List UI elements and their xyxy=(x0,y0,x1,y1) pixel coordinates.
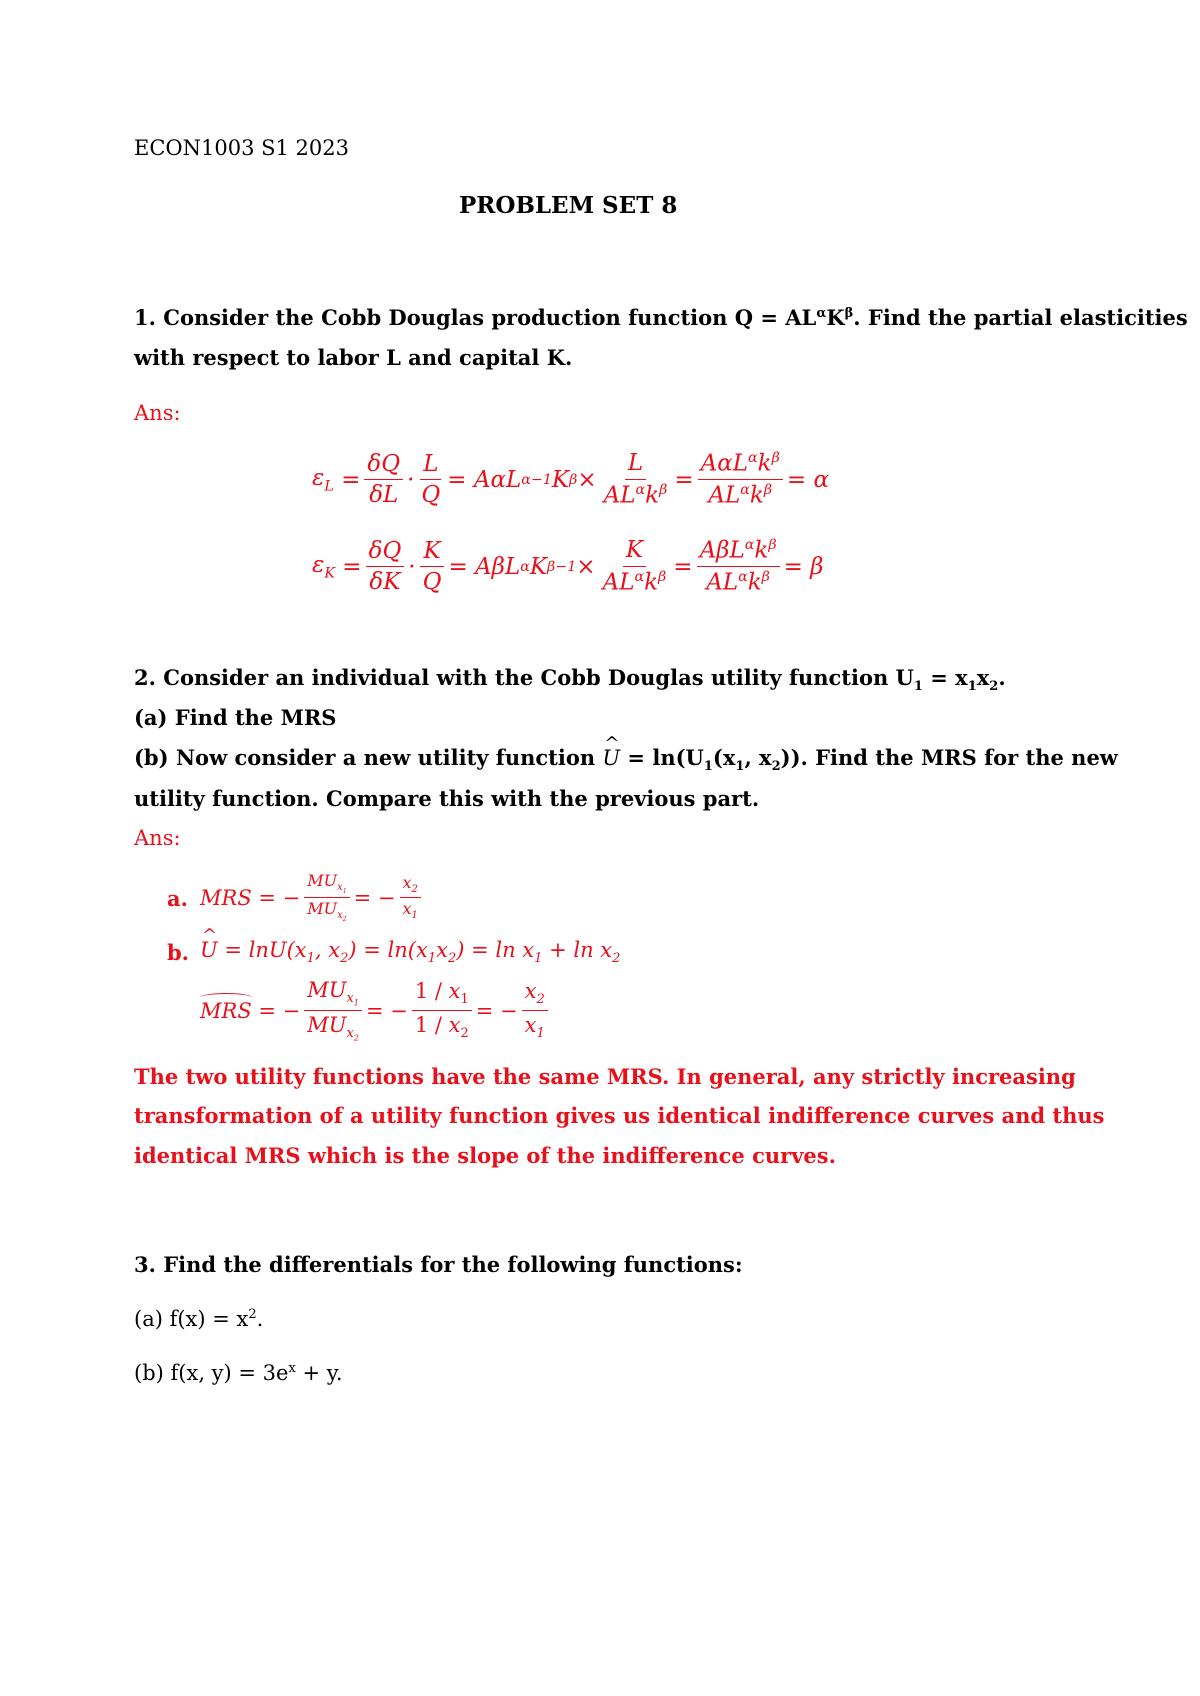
q2-mid2: x xyxy=(976,665,990,690)
q2b-start: (b) Now consider a new utility function xyxy=(134,745,603,770)
question-2-part-b-line-2: utility function. Compare this with the previous part. xyxy=(134,786,760,811)
question-2-line-1 xyxy=(134,665,1006,694)
q1-beta: β xyxy=(844,306,854,321)
q2b-u-hat: ^ U xyxy=(602,746,620,770)
log-utility-equation: ^ $U = \ln U(x_1$, $x_2) = \ln(x_1x_2) = \ln x_1 + \ln x_2$ xyxy=(200,938,620,966)
q1-text-end: . Find the partial elasticities xyxy=(853,305,1188,330)
q2b-x1: 1 xyxy=(735,759,745,775)
q1-answer-label: Ans: xyxy=(134,401,181,425)
q1-k: K xyxy=(826,305,845,330)
q1-alpha: α xyxy=(816,306,827,321)
question-3-part-a xyxy=(134,1307,263,1331)
q2-end: . xyxy=(998,665,1006,690)
elasticity-capital-equation: $\varepsilon_K$ = $\frac{\delta Q}{\delta K}$ · $\frac{K}{Q}$ = AβL α K β−1 × $\frac{K}{AL^\alpha k^\beta}$ = $\frac{A\beta L^\alpha k^\beta}{AL^\alpha k^\beta}$ = β xyxy=(312,537,824,596)
question-2-part-b xyxy=(134,745,1118,774)
q2b-end: )). Find the MRS for the new xyxy=(780,745,1118,770)
q2b-args: (x xyxy=(712,745,736,770)
q2b-mid: = ln(U xyxy=(620,745,704,770)
q3b-end: + y. xyxy=(295,1361,343,1385)
conclusion-line-1: The two utility functions have the same MRS. In general, any strictly increasing xyxy=(134,1064,1076,1089)
q2b-comma: , x xyxy=(744,745,772,770)
q1-text: 1. Consider the Cobb Douglas production function Q = AL xyxy=(134,305,817,330)
q2-sub1: 1 xyxy=(913,679,923,695)
new-mrs-equation: MRS = − $\frac{MU_{x_1}}{MU_{x_2}}$ = − $\frac{1 / x_1}{1 / x_2}$ = − $\frac{x_2}{x_1}$ xyxy=(200,978,552,1043)
q3a-end: . xyxy=(256,1307,264,1331)
q2-mid: = x xyxy=(922,665,968,690)
q2-label-a: a. xyxy=(167,886,188,911)
q3a-text: (a) f(x) = x xyxy=(134,1307,249,1331)
q2-sub2: 1 xyxy=(967,679,977,695)
question-1-line-2: with respect to labor L and capital K. xyxy=(134,345,573,370)
q2b-x2: 2 xyxy=(771,759,781,775)
page-title: PROBLEM SET 8 xyxy=(459,192,678,219)
elasticity-labor-equation: $\varepsilon_L$ = $\frac{\delta Q}{\delta L}$ · $\frac{L}{Q}$ = AαL α−1 K β × $\frac{L}{AL^\alpha k^\beta}$ = $\frac{A\alpha L^\alpha k^\beta}{AL^\alpha k^\beta}$ = α xyxy=(312,450,829,509)
q3b-text: (b) f(x, y) = 3e xyxy=(134,1361,289,1385)
question-3-intro: 3. Find the differentials for the following functions: xyxy=(134,1252,743,1277)
q3b-sup: x xyxy=(288,1361,296,1376)
question-1-line-1 xyxy=(134,305,1188,330)
q2-answer-label: Ans: xyxy=(134,826,181,850)
course-code: ECON1003 S1 2023 xyxy=(134,136,349,160)
q3a-sup: 2 xyxy=(248,1307,257,1322)
question-3-part-b xyxy=(134,1361,343,1385)
q2b-sub: 1 xyxy=(703,759,713,775)
q2-label-b: b. xyxy=(167,940,189,965)
question-2-part-a: (a) Find the MRS xyxy=(134,705,337,730)
conclusion-line-3: identical MRS which is the slope of the indifference curves. xyxy=(134,1143,836,1168)
q2-text: 2. Consider an individual with the Cobb Douglas utility function U xyxy=(134,665,914,690)
q2-sub3: 2 xyxy=(989,679,999,695)
mrs-equation: MRS = − $\frac{MU_{x_1}}{MU_{x_2}}$ = − $\frac{x_2}{x_1}$ xyxy=(200,872,425,924)
conclusion-line-2: transformation of a utility function gives us identical indifference curves and thus xyxy=(134,1103,1105,1128)
